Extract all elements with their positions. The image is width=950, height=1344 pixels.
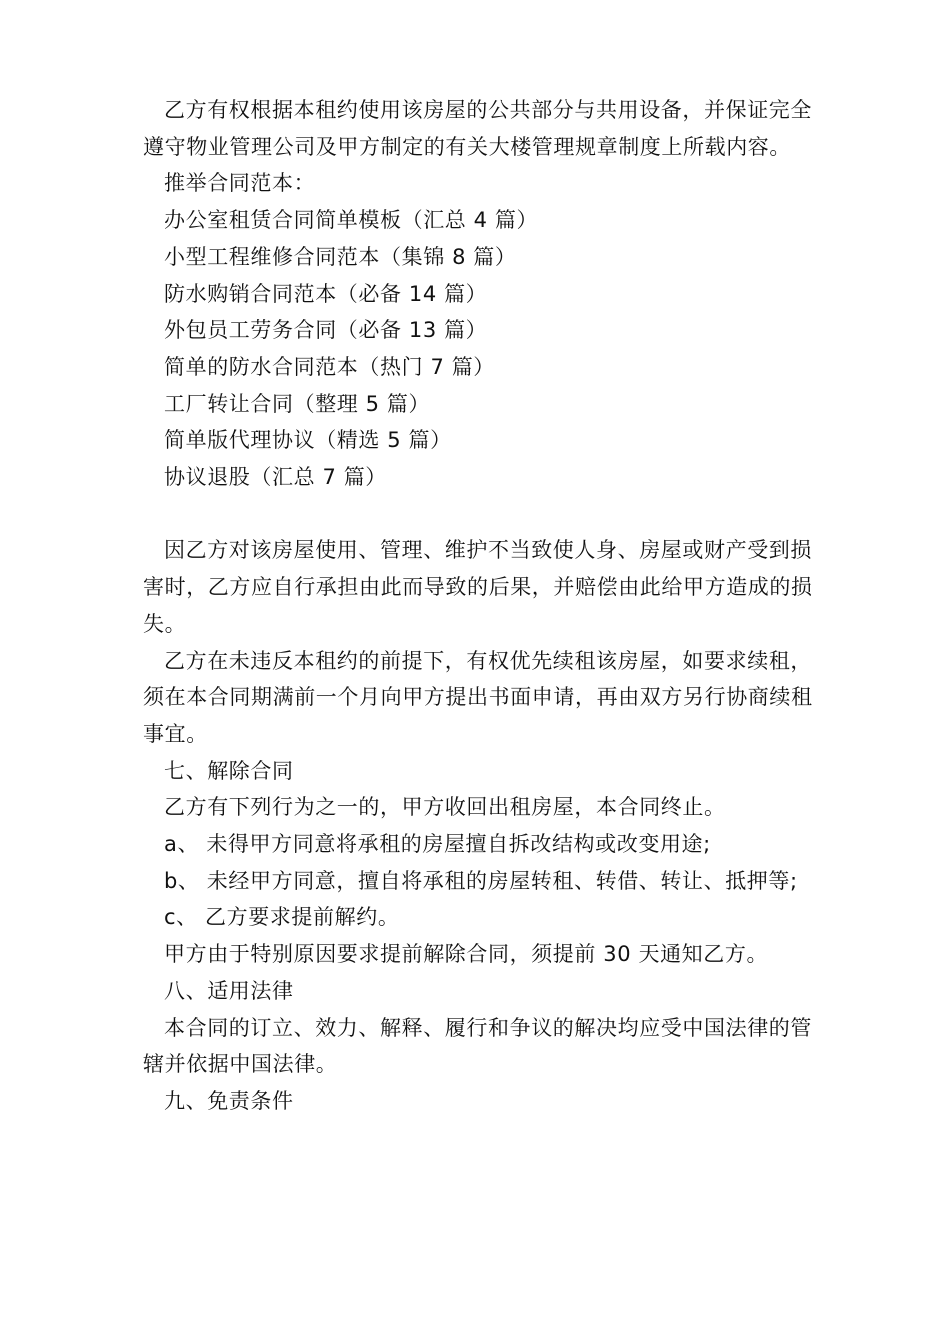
termination-item-a: a、 未得甲方同意将承租的房屋擅自拆改结构或改变用途; bbox=[164, 832, 711, 857]
document-body bbox=[143, 92, 813, 1120]
paragraph-law: 本合同的订立、效力、解释、履行和争议的解决均应受中国法律的管辖并依据中国法律。 bbox=[143, 1015, 812, 1077]
recommend-title: 推举合同范本： bbox=[164, 171, 316, 196]
recommend-item: 协议退股（汇总 7 篇） bbox=[164, 465, 387, 490]
heading-termination: 七、解除合同 bbox=[164, 758, 294, 783]
termination-item-c: c、 乙方要求提前解约。 bbox=[164, 905, 400, 930]
recommend-item: 工厂转让合同（整理 5 篇） bbox=[164, 391, 431, 416]
recommend-item: 防水购销合同范本（必备 14 篇） bbox=[164, 281, 488, 306]
paragraph-common-facilities: 乙方有权根据本租约使用该房屋的公共部分与共用设备，并保证完全遵守物业管理公司及甲方制定的有关大楼管理规章制度上所载内容。 bbox=[143, 98, 812, 159]
recommend-item: 简单版代理协议（精选 5 篇） bbox=[164, 428, 452, 453]
termination-item-b: b、 未经甲方同意，擅自将承租的房屋转租、转借、转让、抵押等; bbox=[164, 868, 798, 893]
blank-line bbox=[143, 496, 813, 533]
paragraph-special-reason: 甲方由于特别原因要求提前解除合同，须提前 30 天通知乙方。 bbox=[164, 942, 769, 967]
recommend-item: 办公室租赁合同简单模板（汇总 4 篇） bbox=[164, 208, 539, 233]
recommend-item: 小型工程维修合同范本（集锦 8 篇） bbox=[164, 244, 517, 269]
recommend-item: 简单的防水合同范本（热门 7 篇） bbox=[164, 354, 495, 379]
heading-exemption: 九、免责条件 bbox=[164, 1088, 294, 1113]
paragraph-renewal: 乙方在未违反本租约的前提下，有权优先续租该房屋，如要求续租，须在本合同期满前一个月向甲方提出书面申请，再由双方另行协商续租事宜。 bbox=[143, 648, 813, 746]
heading-applicable-law: 八、适用法律 bbox=[164, 978, 294, 1003]
paragraph-damage: 因乙方对该房屋使用、管理、维护不当致使人身、房屋或财产受到损害时，乙方应自行承担由此而导致的后果，并赔偿由此给甲方造成的损失。 bbox=[143, 538, 813, 636]
recommend-item: 外包员工劳务合同（必备 13 篇） bbox=[164, 318, 488, 343]
paragraph-termination: 乙方有下列行为之一的，甲方收回出租房屋，本合同终止。 bbox=[164, 795, 726, 820]
